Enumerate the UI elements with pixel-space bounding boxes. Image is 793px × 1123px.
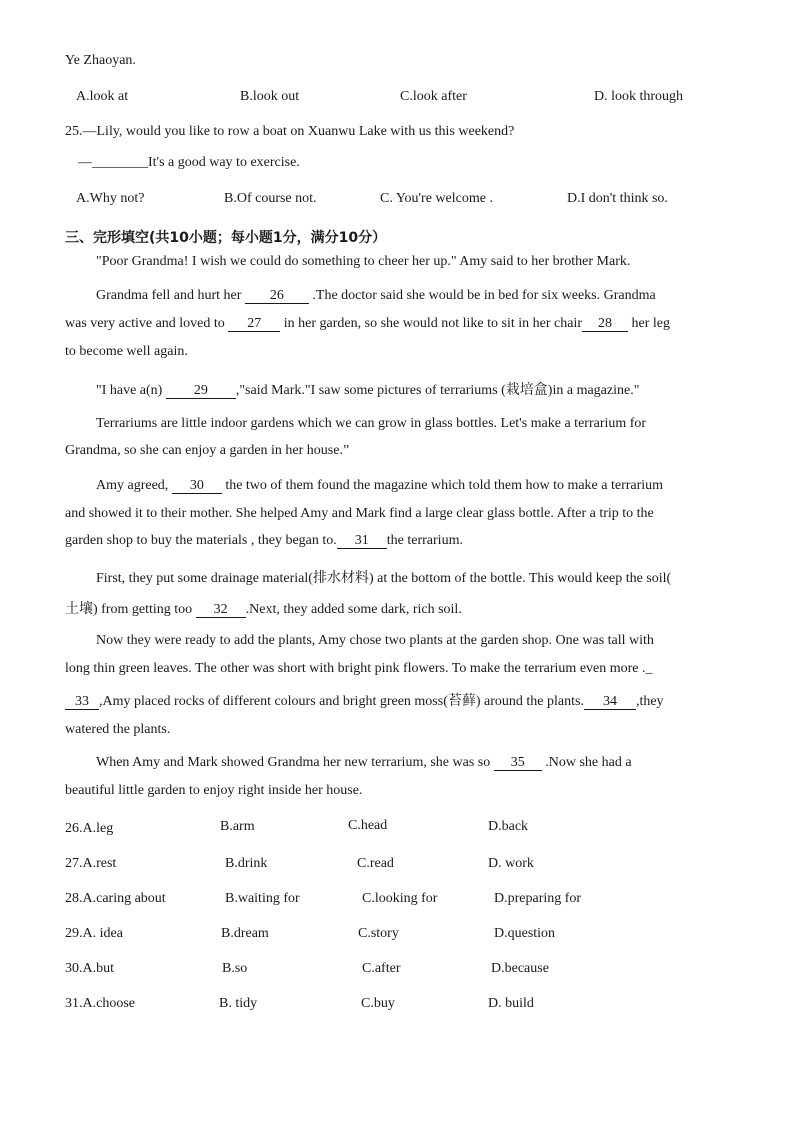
q31-option-c: C.buy <box>361 996 395 1011</box>
q30-option-c: C.after <box>362 961 401 976</box>
blank-33: 33 <box>65 695 99 710</box>
blank-27: 27 <box>228 317 280 332</box>
q24-tail: Ye Zhaoyan. <box>65 53 136 68</box>
q28-option-d: D.preparing for <box>494 891 582 906</box>
q27-option-c: C.read <box>357 856 394 871</box>
p2-text-c: was very active and loved to <box>65 316 229 331</box>
p5-text-a: Amy agreed, <box>96 478 172 493</box>
passage-p4-line1: Terrariums are little indoor gardens which we can grow in glass bottles. Let's make a terrarium for <box>96 416 647 431</box>
p2-text-d: in her garden, so she would not like to sit in her chair <box>280 316 582 331</box>
q25-reply <box>78 155 300 171</box>
q27-option-a: 27.A.rest <box>65 856 117 871</box>
q25-option-b: B.Of course not. <box>224 191 317 206</box>
q24-option-a: A.look at <box>76 89 129 104</box>
q30-option-b: B.so <box>222 961 248 976</box>
passage-p6-line2 <box>65 598 462 618</box>
q29-option-b: B.dream <box>221 926 269 941</box>
q24-option-c: C.look after <box>400 89 467 104</box>
q31-option-b: B. tidy <box>219 996 258 1011</box>
q25-reply-dash: — <box>78 155 92 170</box>
blank-35: 35 <box>494 756 542 771</box>
q25-option-d: D.I don't think so. <box>567 191 668 206</box>
passage-p1: "Poor Grandma! I wish we could do something to cheer her up." Amy said to her brother Mark. <box>96 254 631 269</box>
section-heading: 三、完形填空(共10小题；每小题1分，满分10分） <box>65 230 387 246</box>
q25-option-c: C. You're welcome . <box>380 191 493 206</box>
passage-p6-line1: First, they put some drainage material(排水材料) at the bottom of the bottle. This would keep the soil( <box>96 571 672 586</box>
blank-28: 28 <box>582 317 628 332</box>
q25-option-a: A.Why not? <box>76 191 145 206</box>
q27-option-d: D. work <box>488 856 534 871</box>
p2-text-a: Grandma fell and hurt her <box>96 288 245 303</box>
p3-text-b: ,"said Mark."I saw some pictures of terrariums (栽培盒)in a magazine." <box>235 383 640 398</box>
p6-text-b: 土壤) from getting too <box>65 602 196 617</box>
passage-p5-line2: and showed it to their mother. She helped Amy and Mark find a large clear glass bottle. After a trip to the <box>65 506 654 521</box>
q30-option-d: D.because <box>491 961 549 976</box>
passage-p7-line1: Now they were ready to add the plants, Amy chose two plants at the garden shop. One was tall with <box>96 633 654 648</box>
q29-option-a: 29.A. idea <box>65 926 123 941</box>
p2-text-e: her leg <box>628 316 670 331</box>
q26-option-d: D.back <box>488 819 529 834</box>
passage-p5-line1 <box>96 478 663 494</box>
p3-text-a: "I have a(n) <box>96 383 166 398</box>
passage-p2-line1 <box>96 288 656 304</box>
blank-26: 26 <box>245 289 309 304</box>
p7-text-c: ,Amy placed rocks of different colours and bright green moss(苔藓) around the plants. <box>99 694 584 709</box>
q25-reply-blank: ________ <box>92 155 148 170</box>
passage-p4-line2: Grandma, so she can enjoy a garden in her house.” <box>65 443 350 458</box>
q29-option-c: C.story <box>358 926 399 941</box>
q29-option-d: D.question <box>494 926 556 941</box>
q26-option-a: 26.A.leg <box>65 821 114 836</box>
q25-question: 25.—Lily, would you like to row a boat on Xuanwu Lake with us this weekend? <box>65 124 515 139</box>
passage-p3 <box>96 379 639 399</box>
p2-text-b: .The doctor said she would be in bed for six weeks. Grandma <box>308 288 656 303</box>
p7-text-d: ,they <box>635 694 664 709</box>
blank-29: 29 <box>166 384 236 399</box>
passage-p7-line4: watered the plants. <box>65 722 171 737</box>
q24-option-b: B.look out <box>240 89 300 104</box>
q28-option-c: C.looking for <box>362 891 438 906</box>
q30-option-a: 30.A.but <box>65 961 114 976</box>
passage-p5-line3 <box>65 533 463 549</box>
passage-p2-line2 <box>65 316 670 332</box>
p8-text-b: .Now she had a <box>541 755 632 770</box>
blank-32: 32 <box>196 603 246 618</box>
q27-option-b: B.drink <box>225 856 268 871</box>
blank-30: 30 <box>172 479 222 494</box>
passage-p8-line1 <box>96 755 632 771</box>
p5-text-d: garden shop to buy the materials , they began to. <box>65 533 337 548</box>
p5-text-e: the terrarium. <box>386 533 463 548</box>
q25-reply-text: It's a good way to exercise. <box>148 155 300 170</box>
q26-option-b: B.arm <box>220 819 255 834</box>
passage-p8-line2: beautiful little garden to enjoy right inside her house. <box>65 783 363 798</box>
q26-option-c: C.head <box>348 818 388 833</box>
passage-p7-line3 <box>65 690 664 710</box>
blank-34: 34 <box>584 695 636 710</box>
q31-option-a: 31.A.choose <box>65 996 135 1011</box>
q28-option-b: B.waiting for <box>225 891 300 906</box>
q24-option-d: D. look through <box>594 89 684 104</box>
q28-option-a: 28.A.caring about <box>65 891 166 906</box>
passage-p2-line3: to become well again. <box>65 344 188 359</box>
q31-option-d: D. build <box>488 996 534 1011</box>
p8-text-a: When Amy and Mark showed Grandma her new terrarium, she was so <box>96 755 494 770</box>
p6-text-c: .Next, they added some dark, rich soil. <box>245 602 462 617</box>
blank-31: 31 <box>337 534 387 549</box>
passage-p7-line2: long thin green leaves. The other was short with bright pink flowers. To make the terrarium even more ._ <box>65 661 653 676</box>
p5-text-b: the two of them found the magazine which told them how to make a terrarium <box>221 478 664 493</box>
